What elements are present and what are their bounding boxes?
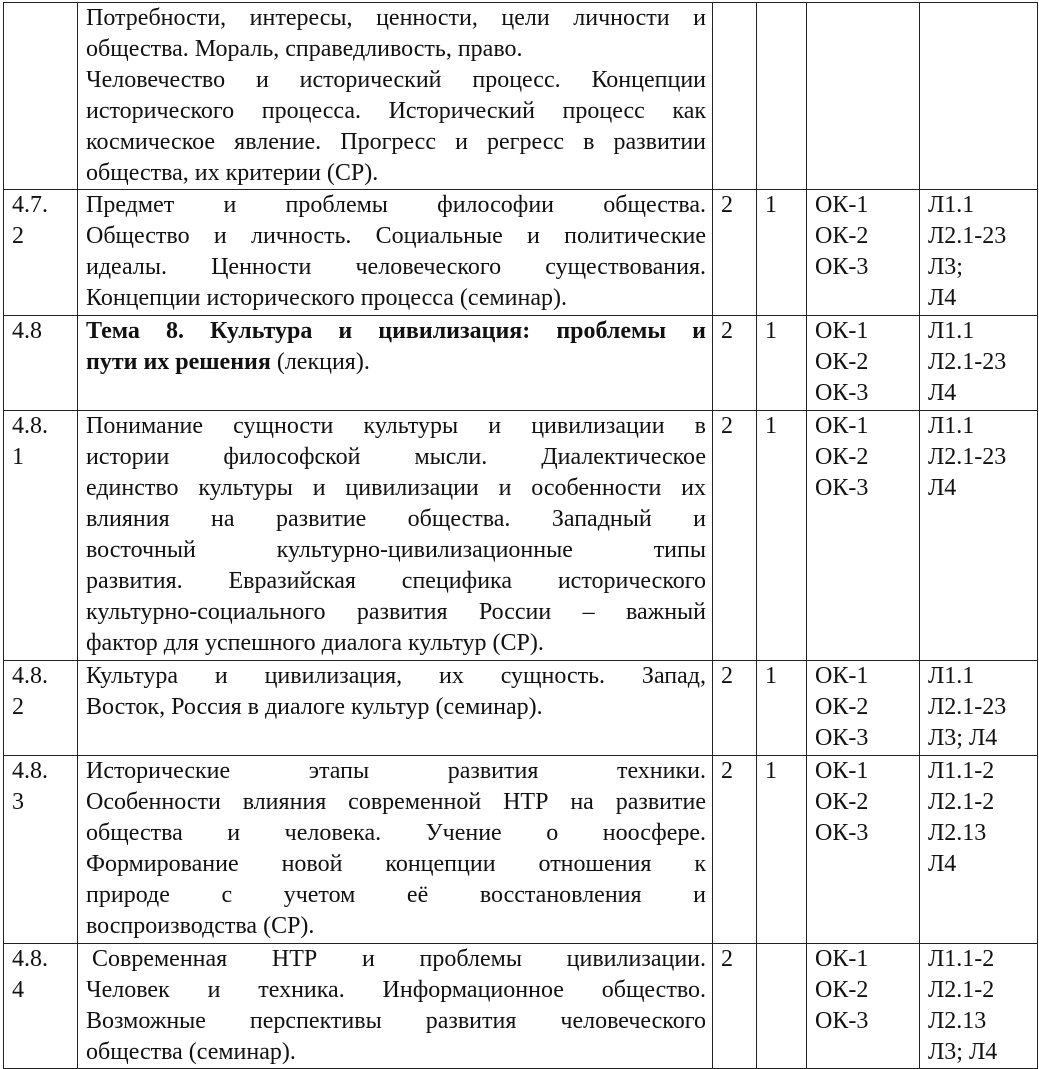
literature-ref: Л1.1 [928, 413, 975, 439]
literature-ref: Л4 [928, 380, 957, 406]
competency: ОК-1 [815, 192, 869, 218]
competency: ОК-3 [815, 1008, 869, 1034]
topic-line: космическое явление. Прогресс и регресс в развитии [86, 129, 706, 155]
competency: ОК-2 [815, 444, 869, 470]
literature-ref: Л3; [928, 254, 963, 280]
row-number: 4.8. [12, 413, 48, 439]
topic-line: воспроизводства (СР). [86, 913, 315, 939]
interactive-hours-cell [757, 3, 807, 190]
competencies-cell [807, 411, 920, 661]
row-number: 4 [12, 977, 24, 1003]
competencies-cell [807, 756, 920, 944]
topic-line: Человечество и исторический процесс. Концепции [86, 67, 706, 93]
literature-cell [920, 411, 1038, 661]
row-number: 2 [12, 694, 24, 720]
hours-cell [713, 3, 757, 190]
literature-ref: Л1.1-2 [928, 758, 995, 784]
competency: ОК-2 [815, 977, 869, 1003]
topic-line: Предмет и проблемы философии общества. [86, 192, 706, 218]
topic-line: культурно-социального развития России – важный [86, 599, 706, 625]
competencies-cell [807, 316, 920, 411]
topic-line: идеалы. Ценности человеческого существования. [86, 254, 706, 280]
competency: ОК-1 [815, 318, 869, 344]
row-number: 4.8. [12, 758, 48, 784]
table-row [4, 661, 1038, 756]
literature-cell [920, 756, 1038, 944]
literature-ref: Л1.1-2 [928, 946, 995, 972]
literature-ref: Л2.1-23 [928, 223, 1007, 249]
competency: ОК-1 [815, 758, 869, 784]
row-number-cell [4, 944, 78, 1069]
competency: ОК-3 [815, 725, 869, 751]
topic-line: исторического процесса. Исторический процесс как [86, 98, 706, 124]
interactive-hours-cell: 1 [757, 661, 807, 756]
topic-line: Понимание сущности культуры и цивилизации в [86, 413, 706, 439]
competency: ОК-1 [815, 413, 869, 439]
topic-line: общества и человека. Учение о ноосфере. [86, 820, 706, 846]
topic-cell [78, 411, 713, 661]
literature-cell [920, 3, 1038, 190]
literature-ref: Л3; Л4 [928, 725, 998, 751]
topic-line: Концепции исторического процесса (семинар). [86, 285, 567, 311]
hours-cell: 2 [713, 316, 757, 411]
competencies-cell [807, 190, 920, 316]
row-number: 3 [12, 789, 24, 815]
topic-heading-bold: Тема 8. Культура и цивилизация: проблемы и [86, 318, 706, 344]
topic-line: фактор для успешного диалога культур (СР). [86, 630, 544, 656]
literature-cell [920, 944, 1038, 1069]
curriculum-table [3, 2, 1038, 1069]
interactive-hours-cell: 1 [757, 316, 807, 411]
topic-cell [78, 756, 713, 944]
competency: ОК-2 [815, 223, 869, 249]
topic-heading-bold: пути их решения [86, 349, 271, 375]
literature-ref: Л2.1-23 [928, 444, 1007, 470]
table-row [4, 411, 1038, 661]
row-number: 1 [12, 444, 24, 470]
topic-line: единство культуры и цивилизации и особенности их [86, 475, 706, 501]
topic-cell [78, 661, 713, 756]
hours-cell: 2 [713, 756, 757, 944]
literature-ref: Л2.13 [928, 1008, 987, 1034]
topic-line: природе с учетом её восстановления и [86, 882, 706, 908]
hours-cell: 2 [713, 411, 757, 661]
interactive-hours-cell: 1 [757, 190, 807, 316]
topic-cell [78, 190, 713, 316]
topic-line: Исторические этапы развития техники. [86, 758, 706, 784]
literature-ref: Л1.1 [928, 318, 975, 344]
interactive-hours-cell: 1 [757, 756, 807, 944]
row-number: 2 [12, 223, 24, 249]
topic-type: (лекция). [270, 349, 370, 375]
table-row [4, 756, 1038, 944]
table-row [4, 944, 1038, 1069]
table-row [4, 190, 1038, 316]
topic-line: Формирование новой концепции отношения к [86, 851, 706, 877]
literature-ref: Л4 [928, 285, 957, 311]
hours-cell: 2 [713, 661, 757, 756]
topic-line: развития. Евразийская специфика исторического [86, 568, 706, 594]
literature-ref: Л2.1-23 [928, 349, 1007, 375]
competencies-cell [807, 3, 920, 190]
table-row [4, 3, 1038, 190]
topic-line: Современная НТР и проблемы цивилизации. [92, 946, 706, 972]
row-number: 4.8. [12, 663, 48, 689]
competency: ОК-3 [815, 475, 869, 501]
topic-line: истории философской мысли. Диалектическое [86, 444, 706, 470]
row-number-cell [4, 661, 78, 756]
topic-line: Общество и личность. Социальные и политические [86, 223, 706, 249]
competency: ОК-1 [815, 946, 869, 972]
topic-line: общества, их критерии (СР). [86, 160, 379, 186]
row-number-cell [4, 190, 78, 316]
literature-cell [920, 661, 1038, 756]
topic-line: общества. Мораль, справедливость, право. [86, 36, 523, 62]
literature-ref: Л3; Л4 [928, 1039, 998, 1065]
literature-ref: Л4 [928, 851, 957, 877]
row-number: 4.7. [12, 192, 48, 218]
competencies-cell [807, 944, 920, 1069]
topic-line: Особенности влияния современной НТР на развитие [86, 789, 706, 815]
row-number-cell [4, 3, 78, 190]
literature-ref: Л2.13 [928, 820, 987, 846]
row-number: 4.8 [12, 318, 42, 344]
competency: ОК-3 [815, 254, 869, 280]
literature-ref: Л2.1-23 [928, 694, 1007, 720]
literature-ref: Л1.1 [928, 192, 975, 218]
literature-cell [920, 316, 1038, 411]
literature-cell [920, 190, 1038, 316]
interactive-hours-cell [757, 944, 807, 1069]
topic-line: Культура и цивилизация, их сущность. Запад, [86, 663, 706, 689]
competency: ОК-3 [815, 820, 869, 846]
literature-ref: Л2.1-2 [928, 789, 995, 815]
competency: ОК-3 [815, 380, 869, 406]
competency: ОК-1 [815, 663, 869, 689]
topic-line: Человек и техника. Информационное общество. [86, 977, 706, 1003]
competency: ОК-2 [815, 694, 869, 720]
row-number-cell [4, 756, 78, 944]
literature-ref: Л1.1 [928, 663, 975, 689]
row-number-cell [4, 411, 78, 661]
competency: ОК-2 [815, 789, 869, 815]
topic-cell [78, 316, 713, 411]
literature-ref: Л2.1-2 [928, 977, 995, 1003]
hours-cell: 2 [713, 944, 757, 1069]
topic-line: восточный культурно-цивилизационные типы [86, 537, 706, 563]
topic-line: Возможные перспективы развития человеческого [86, 1008, 706, 1034]
literature-ref: Л4 [928, 475, 957, 501]
topic-line [86, 347, 706, 378]
competency: ОК-2 [815, 349, 869, 375]
row-number: 4.8. [12, 946, 48, 972]
topic-cell [78, 3, 713, 190]
topic-line: Восток, Россия в диалоге культур (семинар). [86, 694, 543, 720]
topic-line: влияния на развитие общества. Западный и [86, 506, 706, 532]
hours-cell: 2 [713, 190, 757, 316]
topic-heading [86, 316, 706, 347]
row-number-cell [4, 316, 78, 411]
table-row [4, 316, 1038, 411]
competencies-cell [807, 661, 920, 756]
interactive-hours-cell: 1 [757, 411, 807, 661]
topic-line: Потребности, интересы, ценности, цели личности и [86, 5, 706, 31]
topic-line: общества (семинар). [86, 1039, 296, 1065]
topic-cell [78, 944, 713, 1069]
